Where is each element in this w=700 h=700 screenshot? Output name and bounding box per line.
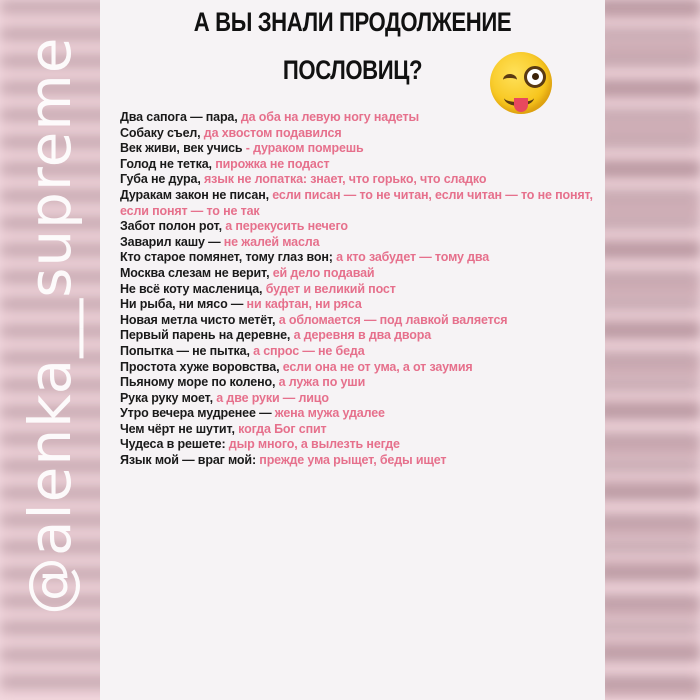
proverb-beginning: Не всё коту масленица,	[120, 281, 263, 296]
proverb-beginning: Голод не тетка,	[120, 156, 212, 171]
proverb-continuation: язык не лопатка: знает, что горько, что сладко	[200, 172, 487, 187]
proverb-item	[120, 360, 598, 376]
proverb-beginning: Пьяному море по колено,	[120, 375, 276, 390]
proverb-item	[120, 406, 598, 422]
proverb-item	[120, 126, 598, 142]
proverb-beginning: Век живи, век учись	[120, 141, 243, 156]
proverb-item	[120, 172, 598, 188]
proverb-continuation: а обломается — под лавкой валяется	[275, 312, 508, 327]
proverb-item	[120, 297, 598, 313]
proverb-beginning: Забот полон рот,	[120, 219, 222, 234]
proverb-beginning: Ни рыба, ни мясо —	[120, 297, 244, 312]
proverb-item	[120, 110, 598, 126]
proverb-item	[120, 141, 598, 157]
proverb-item	[120, 235, 598, 251]
title-line-1: А ВЫ ЗНАЛИ ПРОДОЛЖЕНИЕ	[193, 7, 512, 37]
proverb-beginning: Новая метла чисто метёт,	[120, 312, 276, 327]
proverb-item	[120, 266, 598, 282]
proverb-continuation: если она не от ума, а от заумия	[279, 359, 473, 374]
proverb-beginning: Два сапога — пара,	[120, 110, 238, 124]
proverb-continuation: а кто забудет — тому два	[332, 250, 490, 265]
proverb-item	[120, 282, 598, 298]
proverb-continuation: пирожка не подаст	[211, 156, 330, 171]
blurred-background-right	[600, 0, 700, 700]
proverb-continuation: если писан — то не читан, если читан — то не понят, если понят — то не так	[120, 187, 593, 218]
winking-tongue-face-icon	[490, 52, 552, 114]
proverb-beginning: Первый парень на деревне,	[120, 328, 291, 343]
proverb-beginning: Простота хуже воровства,	[120, 359, 280, 374]
proverb-continuation: жена мужа удалее	[271, 406, 385, 421]
proverb-continuation: - дураком помрешь	[242, 141, 364, 156]
proverb-continuation: не жалей масла	[220, 234, 320, 249]
proverb-item	[120, 157, 598, 173]
proverb-item	[120, 313, 598, 329]
proverb-continuation: прежде ума рыщет, беды ищет	[255, 453, 447, 468]
proverb-item	[120, 375, 598, 391]
proverb-beginning: Собаку съел,	[120, 125, 201, 140]
proverb-item	[120, 422, 598, 438]
proverbs-card	[100, 0, 605, 700]
watermark: @alenka__supreme	[16, 36, 84, 615]
proverb-beginning: Рука руку моет,	[120, 390, 213, 405]
proverb-continuation: ни кафтан, ни ряса	[243, 297, 362, 312]
proverb-continuation: будет и великий пост	[262, 281, 396, 296]
proverb-beginning: Чудеса в решете:	[120, 437, 226, 452]
proverb-continuation: да оба на левую ногу надеты	[237, 110, 419, 124]
proverb-beginning: Утро вечера мудренее —	[120, 406, 272, 421]
proverb-beginning: Язык мой — враг мой:	[120, 453, 256, 468]
proverb-beginning: Дуракам закон не писан,	[120, 187, 269, 202]
proverb-continuation: ей дело подавай	[269, 265, 375, 280]
proverb-continuation: дыр много, а вылезть негде	[225, 437, 400, 452]
proverb-continuation: да хвостом подавился	[200, 125, 342, 140]
proverb-continuation: а две руки — лицо	[212, 390, 329, 405]
proverb-item	[120, 391, 598, 407]
proverb-beginning: Кто старое помянет, тому глаз вон;	[120, 250, 333, 265]
proverb-item	[120, 344, 598, 360]
proverb-continuation: когда Бог спит	[234, 421, 327, 436]
proverb-item	[120, 250, 598, 266]
proverb-beginning: Губа не дура,	[120, 172, 201, 187]
proverb-list	[120, 110, 598, 469]
proverb-beginning: Заварил кашу —	[120, 234, 221, 249]
proverb-beginning: Чем чёрт не шутит,	[120, 421, 235, 436]
proverb-beginning: Москва слезам не верит,	[120, 265, 270, 280]
proverb-continuation: а спрос — не беда	[249, 343, 365, 358]
proverb-item	[120, 219, 598, 235]
proverb-continuation: а лужа по уши	[275, 375, 366, 390]
title-line-2: ПОСЛОВИЦ?	[282, 55, 423, 85]
proverb-item	[120, 453, 598, 469]
proverb-item	[120, 437, 598, 453]
proverb-beginning: Попытка — не пытка,	[120, 343, 250, 358]
proverb-continuation: а деревня в два двора	[290, 328, 432, 343]
proverb-item	[120, 328, 598, 344]
proverb-item	[120, 188, 598, 219]
proverb-continuation: а перекусить нечего	[221, 219, 348, 234]
